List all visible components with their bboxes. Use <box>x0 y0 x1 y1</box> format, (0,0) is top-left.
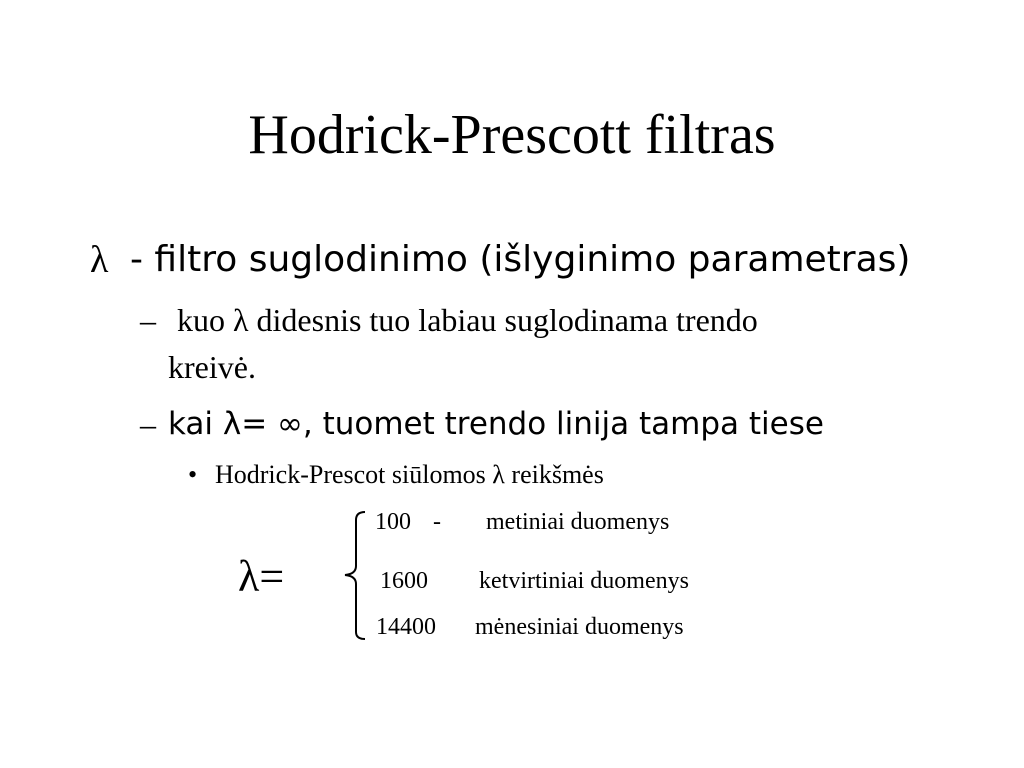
slide-title: Hodrick-Prescott filtras <box>248 104 776 166</box>
bullet-filter-parameter: - filtro suglodinimo (išlyginimo parametras) <box>130 239 911 280</box>
option-label-monthly: mėnesiniai duomenys <box>475 614 684 640</box>
lambda-equals-label: λ= <box>238 552 285 601</box>
sub-bullet-smoothing-line1: kuo λ didesnis tuo labiau suglodinama trendo <box>177 302 758 338</box>
option-value-quarterly: 1600 <box>380 568 428 594</box>
option-label-annual: metiniai duomenys <box>486 509 670 535</box>
bullet-dot-icon: • <box>188 460 198 489</box>
left-brace-icon <box>335 508 375 642</box>
option-separator: - <box>433 509 441 535</box>
option-label-quarterly: ketvirtiniai duomenys <box>479 568 689 594</box>
lambda-symbol: λ <box>90 239 109 281</box>
sub-bullet-dash-2: – <box>140 406 156 442</box>
sub-bullet-infinity: kai λ= ∞, tuomet trendo linija tampa tiese <box>168 406 824 442</box>
option-value-annual: 100 <box>375 509 411 535</box>
option-value-monthly: 14400 <box>376 614 436 640</box>
sub-bullet-dash: – <box>140 302 156 338</box>
sub-sub-bullet-recommended-values: Hodrick-Prescot siūlomos λ reikšmės <box>215 460 604 489</box>
sub-bullet-smoothing-line2: kreivė. <box>168 349 256 385</box>
